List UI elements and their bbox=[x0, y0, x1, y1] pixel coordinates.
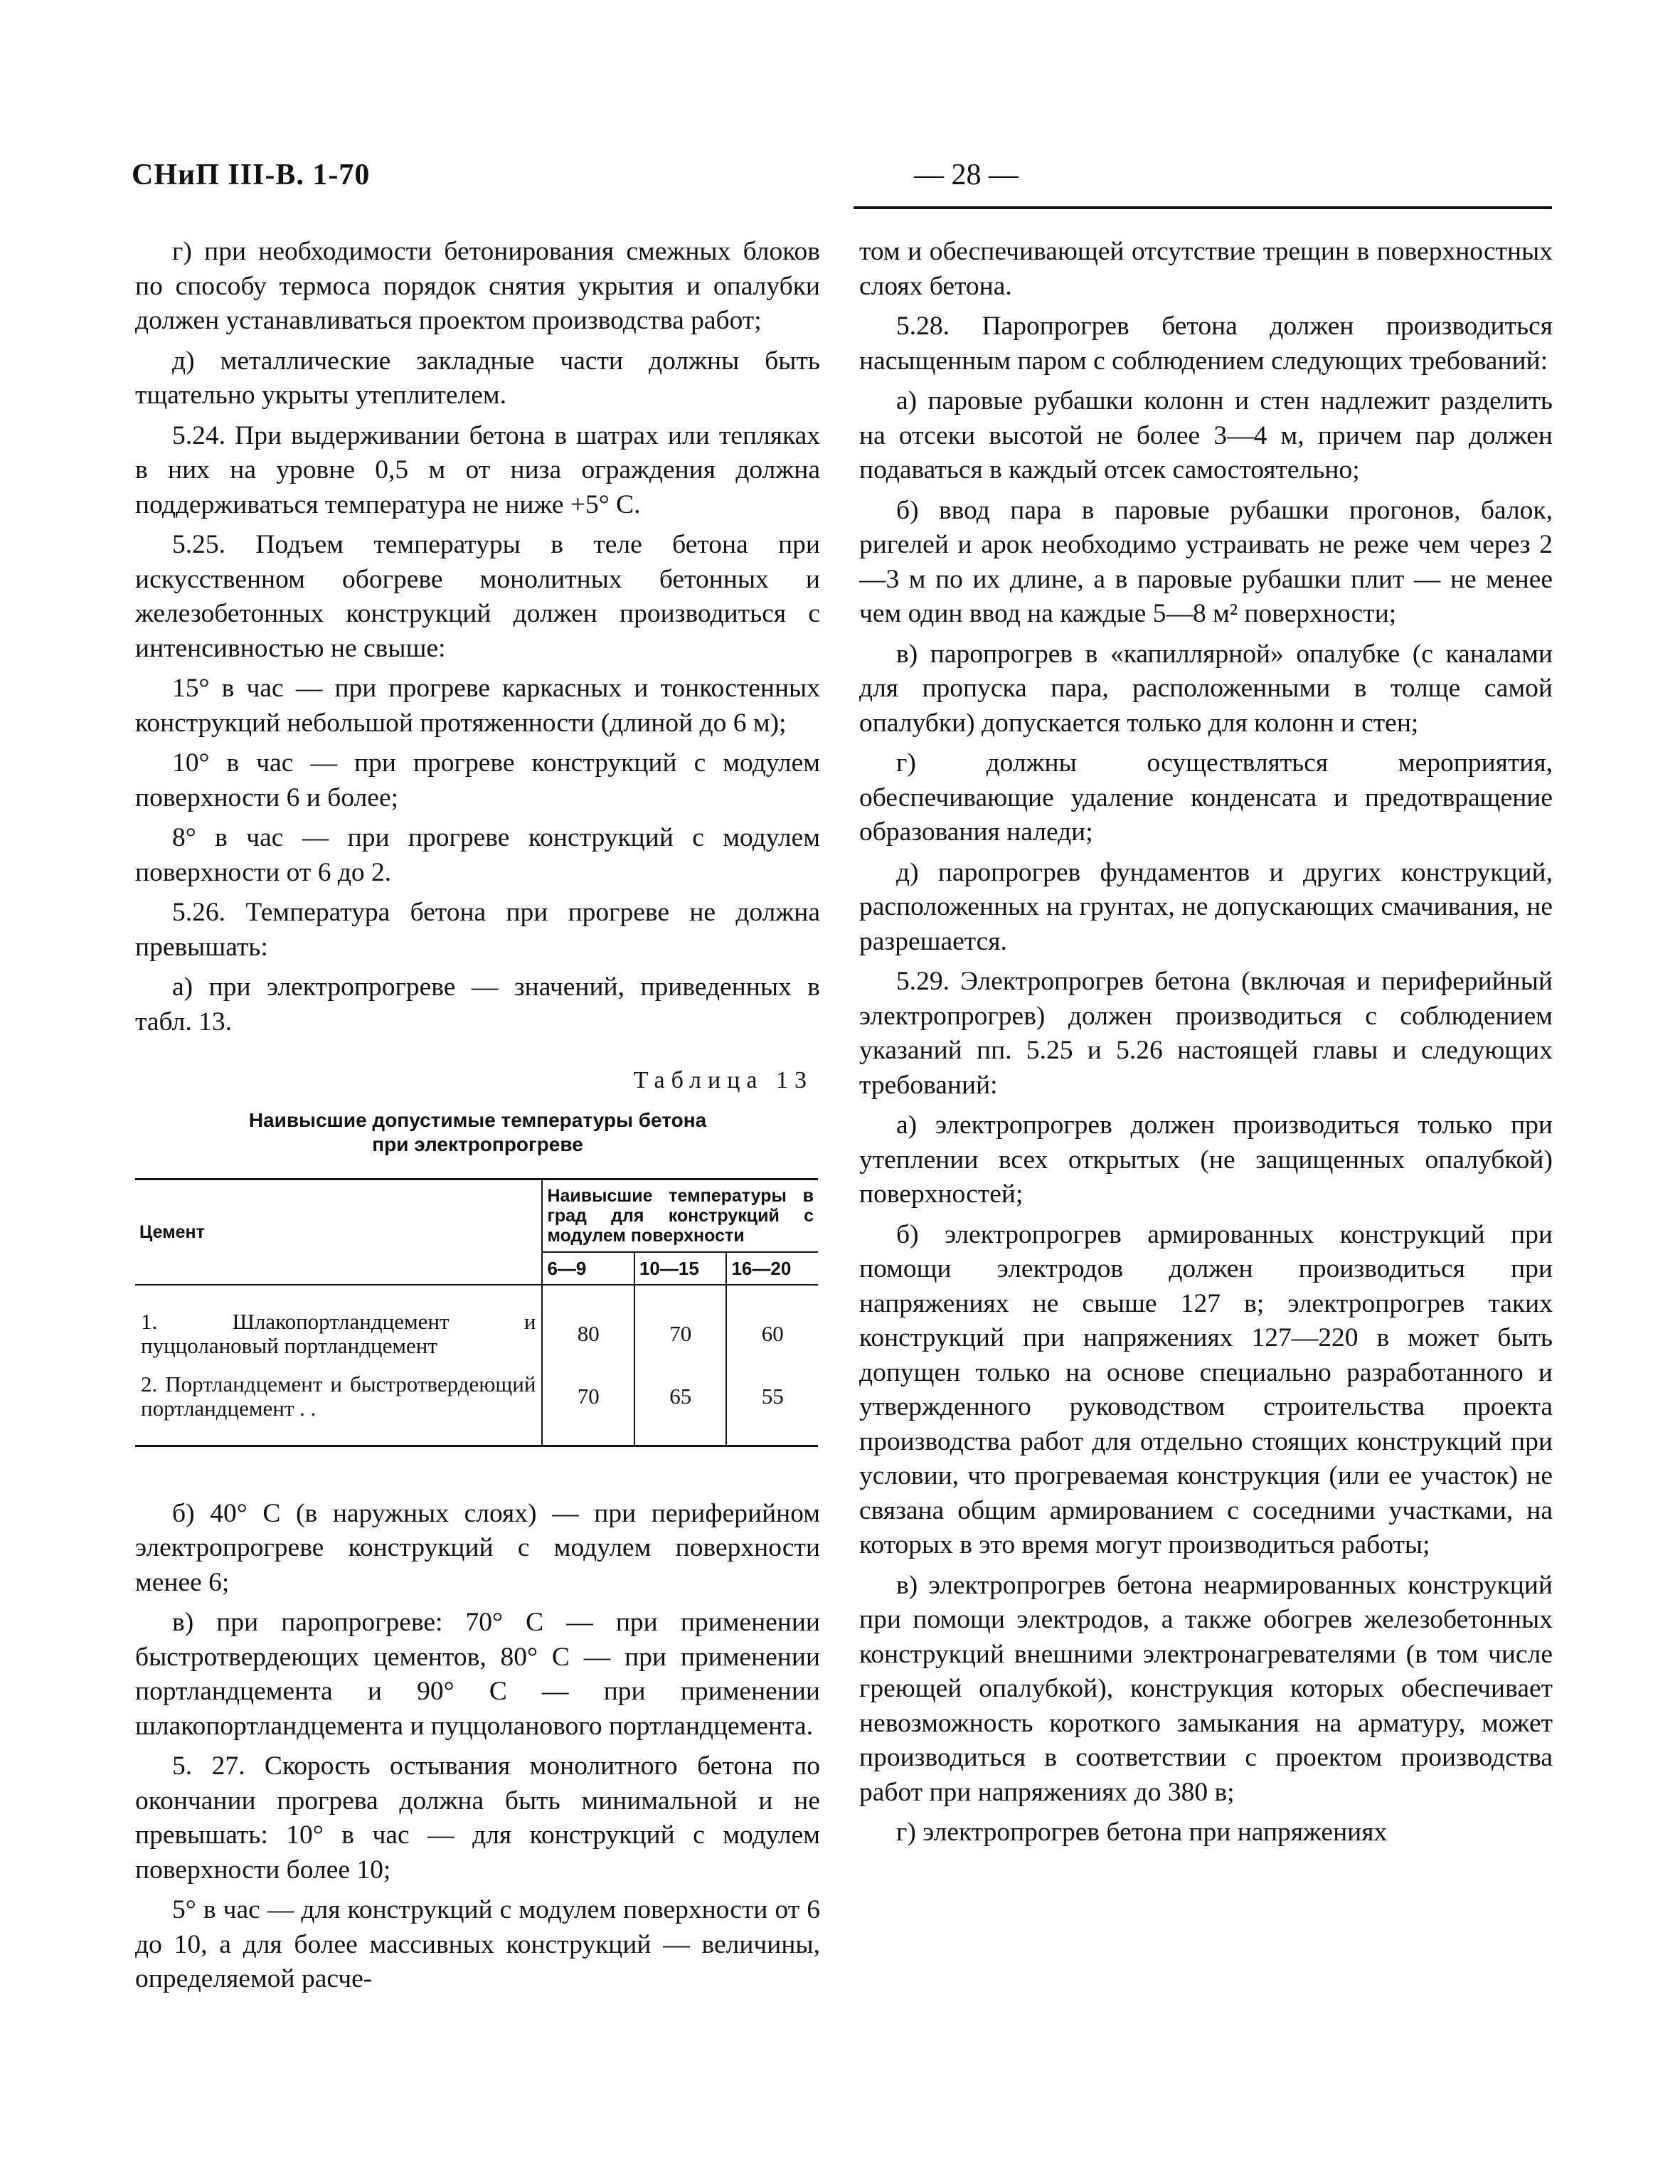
paragraph: б) электропрогрев армированных конструкций при помощи электродов должен производиться при напряжениях не свыше 127 в; электропрогрев таких конструкций при напряжениях 127—220 в может быть допущен только на основе специально разработанного и утвержденного руководством строительства проекта производства работ для отдельно стоящих конструкций при условии, что прогреваемая конструкция (или ее участок) не связана общим армированием с соседними участками, на которых в это время могут производиться работы; bbox=[859, 1219, 1553, 1559]
table-title-line: при электропрогреве bbox=[372, 1133, 583, 1155]
table-row bbox=[135, 1365, 818, 1446]
paragraph: 8° в час — при прогреве конструкций с модулем поверхности от 6 до 2. bbox=[135, 823, 820, 887]
table-cell: 60 bbox=[726, 1285, 818, 1365]
table-cell: 80 bbox=[577, 1320, 600, 1346]
table-cell: 70 bbox=[577, 1383, 600, 1409]
paragraph: в) паропрогрев в «капиллярной» опалубке (с каналами для пропуска пара, расположенными в толще самой опалубки) допускается только для колонн и стен; bbox=[859, 639, 1553, 738]
table-cell: 55 bbox=[726, 1365, 818, 1446]
paragraph: в) электропрогрев бетона неармированных конструкций при помощи электродов, а также обогрев железобетонных конструкций внешними электронагревателями (в том числе греющей опалубкой), конструкция которых обеспечивает невозможность короткого замыкания на арматуру, может производиться в соответствии с проектом производства работ при напряжениях до 380 в; bbox=[859, 1570, 1553, 1807]
paragraph: а) паровые рубашки колонн и стен надлежит разделить на отсеки высотой не более 3—4 м, причем пар должен подаваться в каждый отсек самостоятельно; bbox=[859, 386, 1553, 484]
right-column bbox=[859, 235, 1553, 1856]
table-row bbox=[135, 1285, 818, 1365]
paragraph: а) при электропрогреве — значений, приведенных в табл. 13. bbox=[135, 972, 820, 1037]
paragraph: 15° в час — при прогреве каркасных и тонкостенных конструкций небольшой протяженности (длиной до 6 м); bbox=[135, 674, 820, 738]
table-13 bbox=[135, 1064, 820, 1447]
paragraph: 10° в час — при прогреве конструкций с модулем поверхности 6 и более; bbox=[135, 748, 820, 812]
paragraph: б) 40° С (в наружных слоях) — при периферийном электропрогреве конструкций с модулем поверхности менее 6; bbox=[135, 1498, 820, 1597]
paragraph: д) металлические закладные части должны быть тщательно укрыты утеплителем. bbox=[135, 346, 820, 410]
paragraph: 5° в час — для конструкций с модулем поверхности от 6 до 10, а для более массивных конструкций — величины, определяемой расче- bbox=[135, 1895, 820, 1993]
paragraph: д) паропрогрев фундаментов и других конструкций, расположенных на грунтах, не допускающих смачивания, не разрешается. bbox=[859, 857, 1553, 956]
paragraph: г) должны осуществляться мероприятия, обеспечивающие удаление конденсата и предотвращение образования наледи; bbox=[859, 748, 1553, 847]
table-label: Таблица 13 bbox=[633, 1067, 813, 1093]
paragraph: 5. 27. Скорость остывания монолитного бетона по окончании прогрева должна быть минимальной и не превышать: 10° в час — для конструкций с модулем поверхности более 10; bbox=[135, 1751, 820, 1885]
table-cell: 65 bbox=[634, 1365, 727, 1446]
paragraph: г) электропрогрев бетона при напряжениях bbox=[896, 1818, 1388, 1847]
temperature-table bbox=[135, 1178, 818, 1447]
cement-name: 1. Шлакопортландцемент и пуццолановый портландцемент bbox=[135, 1285, 542, 1365]
column-header-cement: Цемент bbox=[135, 1179, 542, 1285]
paragraph: 5.25. Подъем температуры в теле бетона при искусственном обогреве монолитных бетонных и железобетонных конструкций должен производиться с интенсивностью не свыше: bbox=[135, 530, 820, 663]
cement-name: 2. Портландцемент и быстротвердеющий портландцемент . . bbox=[135, 1365, 542, 1446]
paragraph: в) при паропрогреве: 70° С — при применении быстротвердеющих цементов, 80° С — при применении портландцемента и 90° С — при применении шлакопортландцемента и пуццоланового портландцемента. bbox=[135, 1608, 820, 1741]
paragraph: 5.24. При выдерживании бетона в шатрах или тепляках в них на уровне 0,5 м от низа ограждения должна поддерживаться температура не ниже +5° С. bbox=[135, 420, 820, 519]
paragraph: том и обеспечивающей отсутствие трещин в поверхностных слоях бетона. bbox=[859, 237, 1553, 301]
header-rule bbox=[854, 206, 1552, 209]
column-header-modulus: 6—9 bbox=[542, 1252, 634, 1285]
page-number: — 28 — bbox=[914, 159, 1019, 191]
column-header-temperatures: Наивысшие температуры в град для конструкций с модулем поверхности bbox=[542, 1179, 818, 1252]
table-title-line: Наивысшие допустимые температуры бетона bbox=[248, 1108, 707, 1131]
paragraph: 5.26. Температура бетона при прогреве не должна превышать: bbox=[135, 898, 820, 962]
table-title bbox=[135, 1108, 820, 1157]
document-code: СНиП III-В. 1-70 bbox=[132, 159, 371, 191]
left-column bbox=[135, 235, 820, 2003]
page-header bbox=[132, 158, 1551, 208]
column-header-modulus: 16—20 bbox=[726, 1252, 818, 1285]
paragraph: б) ввод пара в паровые рубашки прогонов, балок, ригелей и арок необходимо устраивать не реже чем через 2—3 м по их длине, а в паровые рубашки плит — не менее чем один ввод на каждые 5—8 м² поверхности; bbox=[859, 495, 1553, 628]
paragraph: г) при необходимости бетонирования смежных блоков по способу термоса порядок снятия укрытия и опалубки должен устанавливаться проектом производства работ; bbox=[135, 237, 820, 335]
paragraph: 5.28. Паропрогрев бетона должен производиться насыщенным паром с соблюдением следующих требований: bbox=[859, 312, 1553, 376]
paragraph: а) электропрогрев должен производиться только при утеплении всех открытых (не защищенных опалубкой) поверхностей; bbox=[859, 1110, 1553, 1209]
paragraph: 5.29. Электропрогрев бетона (включая и периферийный электропрогрев) должен производиться с соблюдением указаний пп. 5.25 и 5.26 настоящей главы и следующих требований: bbox=[859, 967, 1553, 1100]
column-header-modulus: 10—15 bbox=[634, 1252, 727, 1285]
table-cell: 70 bbox=[634, 1285, 727, 1365]
